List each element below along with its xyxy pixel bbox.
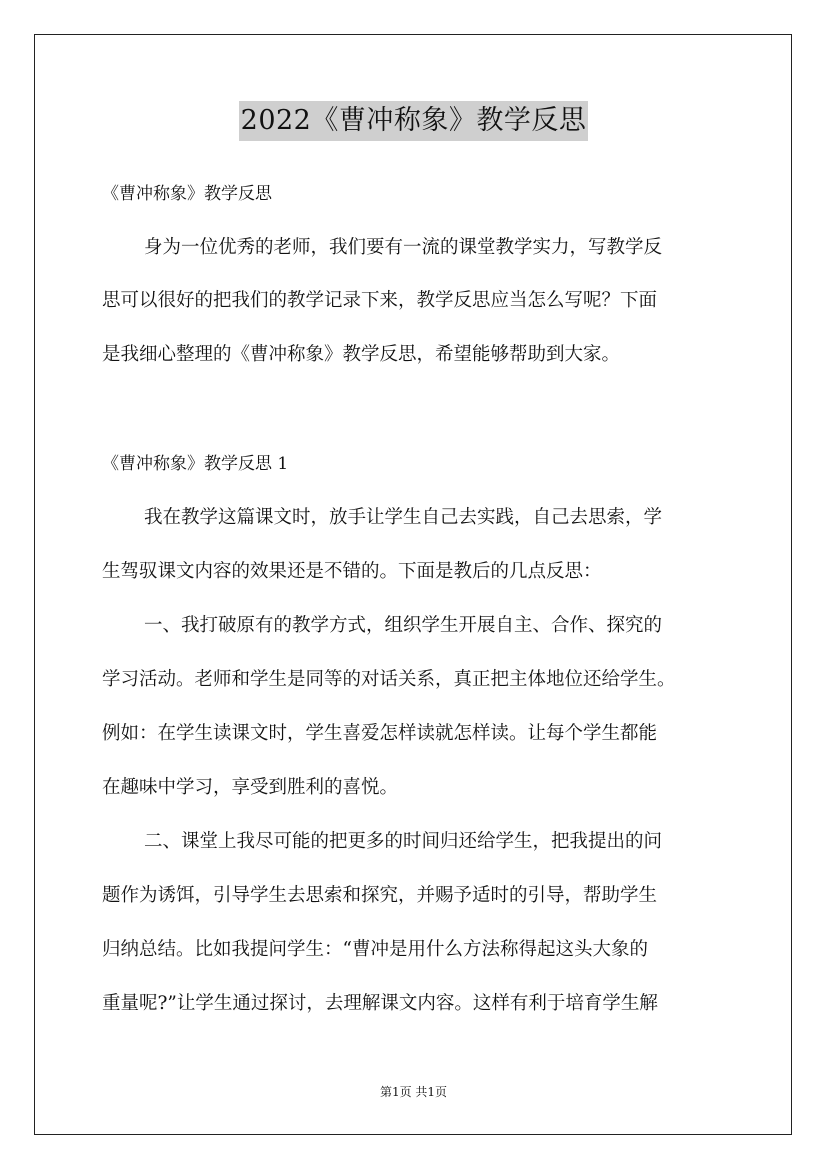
document-title-text: 2022《曹冲称象》教学反思 [239, 101, 589, 141]
section-heading: 《曹冲称象》教学反思 1 [102, 454, 289, 474]
body-line-5: 例如：在学生读课文时，学生喜爱怎样读就怎样读。让每个学生都能 [102, 723, 658, 744]
body-line-2: 生驾驭课文内容的效果还是不错的。下面是教后的几点反思： [102, 561, 602, 582]
body-line-9: 归纳总结。比如我提问学生：“曹冲是用什么方法称得起这头大象的 [102, 939, 648, 960]
body-line-6: 在趣味中学习，享受到胜利的喜悦。 [102, 777, 399, 798]
body-line-3: 一、我打破原有的教学方式，组织学生开展自主、合作、探究的 [144, 615, 663, 636]
page-footer: 第1页 共1页 [379, 1085, 448, 1099]
body-line-7: 二、课堂上我尽可能的把更多的时间归还给学生，把我提出的问 [144, 831, 663, 852]
intro-line-1: 身为一位优秀的老师，我们要有一流的课堂教学实力，写教学反 [144, 237, 663, 258]
document-title [0, 101, 827, 141]
intro-line-2: 思可以很好的把我们的教学记录下来，教学反思应当怎么写呢？下面 [102, 290, 658, 311]
body-line-4: 学习活动。老师和学生是同等的对话关系，真正把主体地位还给学生。 [102, 669, 676, 690]
body-line-8: 题作为诱饵，引导学生去思索和探究，并赐予适时的引导，帮助学生 [102, 885, 658, 906]
body-line-1: 我在教学这篇课文时，放手让学生自己去实践，自己去思索，学 [144, 507, 663, 528]
intro-line-3: 是我细心整理的《曹冲称象》教学反思，希望能够帮助到大家。 [102, 344, 621, 365]
body-line-10: 重量呢?”让学生通过探讨，去理解课文内容。这样有利于培育学生解 [102, 993, 658, 1014]
document-subtitle: 《曹冲称象》教学反思 [102, 184, 272, 204]
